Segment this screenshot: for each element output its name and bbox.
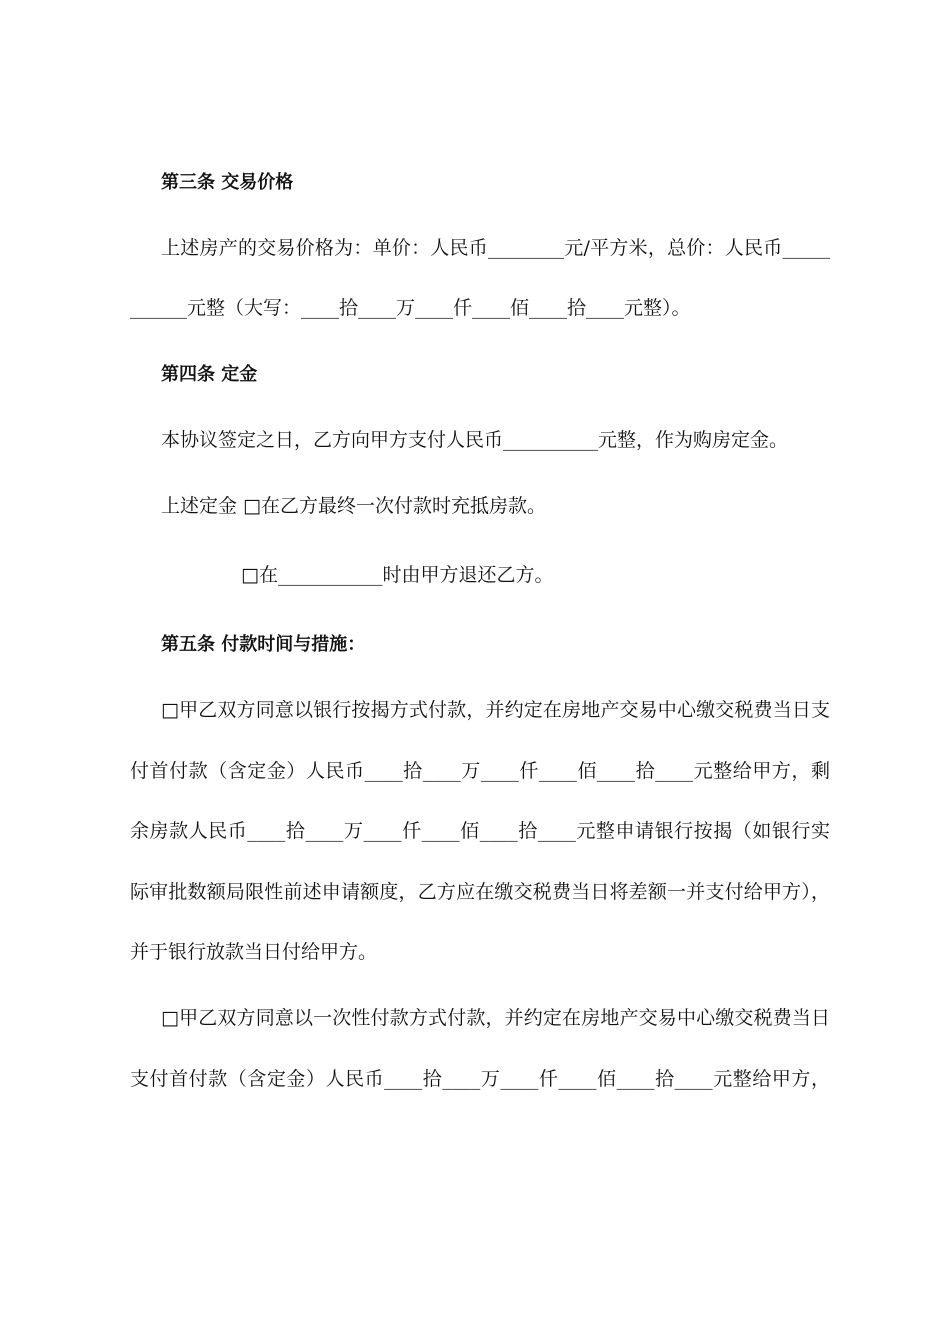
deposit-option-1: 上述定金 □在乙方最终一次付款时充抵房款。 <box>161 495 546 517</box>
payment-line-6: □甲乙双方同意以一次性付款方式付款，并约定在房地产交易中心缴交税费当日 <box>161 1007 830 1029</box>
payment-line-1: □甲乙双方同意以银行按揭方式付款，并约定在房地产交易中心缴交税费当日支 <box>161 699 830 721</box>
price-line-2: ______元整（大写：____拾____万____仟____佰____拾____元整）。 <box>130 297 691 319</box>
section-5-heading: 第五条 付款时间与措施： <box>161 634 366 655</box>
section-4-heading: 第四条 定金 <box>161 364 258 385</box>
payment-line-5: 并于银行放款当日付给甲方。 <box>130 941 378 963</box>
deposit-option-2: □在___________时由甲方退还乙方。 <box>241 564 554 586</box>
section-3-heading: 第三条 交易价格 <box>161 172 294 193</box>
deposit-line-1: 本协议签定之日，乙方向甲方支付人民币__________元整，作为购房定金。 <box>161 429 789 451</box>
payment-line-2: 付首付款（含定金）人民币____拾____万____仟____佰____拾____元整给甲方，剩 <box>130 760 830 782</box>
payment-line-3: 余房款人民币____拾____万____仟____佰____拾____元整申请银行按揭（如银行实 <box>130 820 830 842</box>
payment-line-4: 际审批数额局限性前述申请额度，乙方应在缴交税费当日将差额一并支付给甲方）， <box>130 881 830 903</box>
price-line-1: 上述房产的交易价格为：单价：人民币________元/平方米，总价：人民币_____ <box>161 237 830 259</box>
payment-line-7: 支付首付款（含定金）人民币____拾____万____仟____佰____拾____元整给甲方， <box>130 1068 830 1090</box>
